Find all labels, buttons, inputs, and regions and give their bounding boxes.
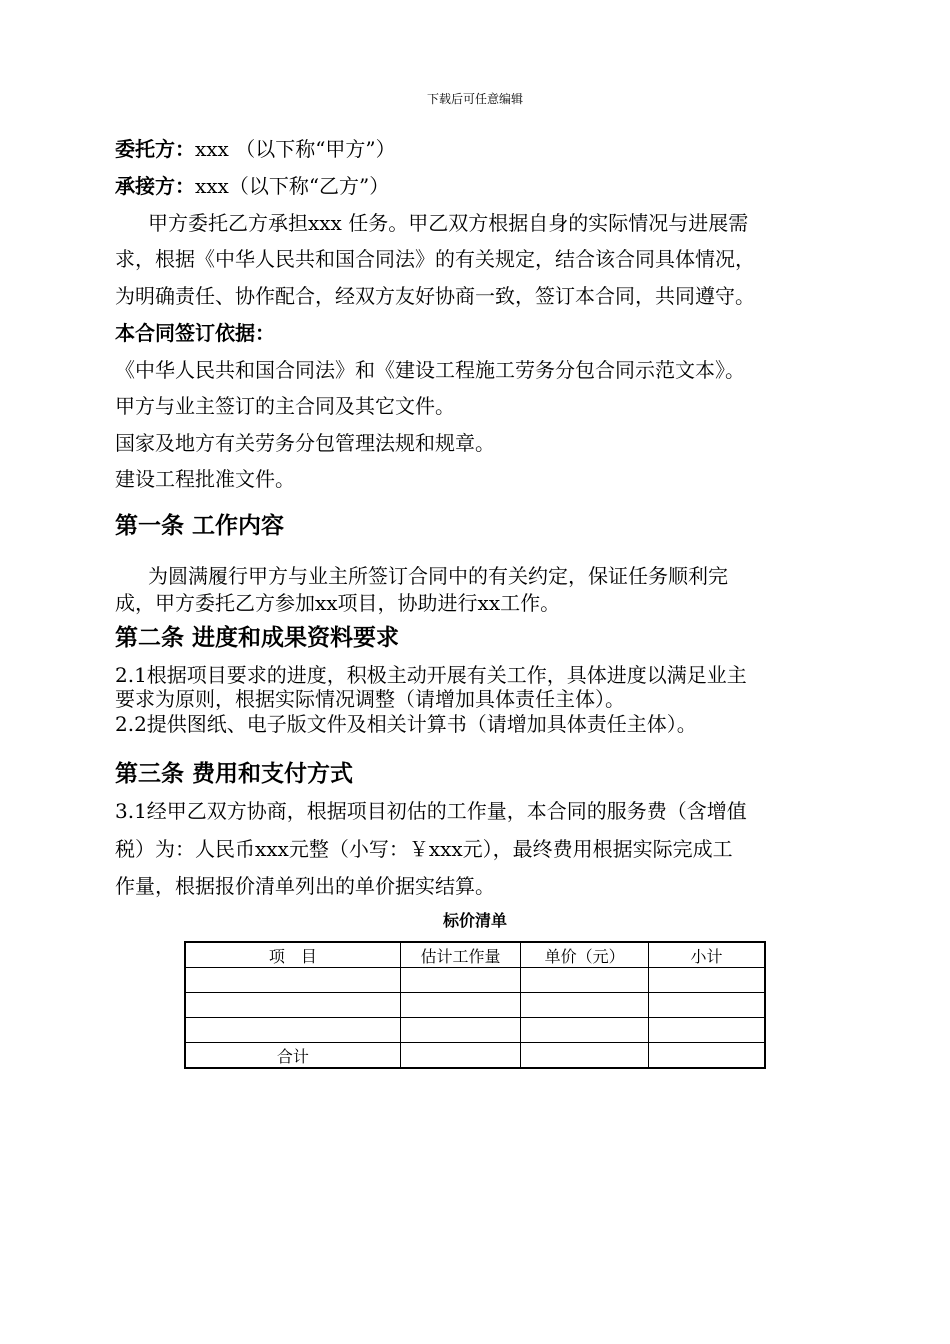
basis-item: 国家及地方有关劳务分包管理法规和规章。 xyxy=(115,431,495,455)
client-label: 委托方： xyxy=(115,137,195,161)
table-cell[interactable] xyxy=(400,1043,521,1069)
table-cell[interactable] xyxy=(648,1018,765,1043)
table-header-row xyxy=(185,942,765,968)
article2-line: 2.1根据项目要求的进度，积极主动开展有关工作，具体进度以满足业主 xyxy=(115,663,747,687)
total-label: 合计 xyxy=(185,1043,400,1069)
contractor-value: xxx（以下称“乙方”） xyxy=(195,174,390,198)
table-cell[interactable] xyxy=(521,993,649,1018)
table-cell[interactable] xyxy=(521,968,649,993)
column-header-item: 项 目 xyxy=(185,942,400,968)
contractor-line xyxy=(115,173,389,199)
intro-line: 为明确责任、协作配合，经双方友好协商一致，签订本合同，共同遵守。 xyxy=(115,284,755,308)
article2-line: 要求为原则，根据实际情况调整（请增加具体责任主体）。 xyxy=(115,687,625,711)
contractor-label: 承接方： xyxy=(115,174,195,198)
table-cell[interactable] xyxy=(185,968,400,993)
table-cell[interactable] xyxy=(400,1018,521,1043)
column-header-subtotal: 小计 xyxy=(648,942,765,968)
table-cell[interactable] xyxy=(185,1018,400,1043)
table-row xyxy=(185,1018,765,1043)
basis-title: 本合同签订依据： xyxy=(115,321,275,345)
table-row xyxy=(185,968,765,993)
table-cell[interactable] xyxy=(521,1018,649,1043)
table-cell[interactable] xyxy=(648,1043,765,1069)
article3-title: 第三条 费用和支付方式 xyxy=(115,761,354,787)
article1-line: 为圆满履行甲方与业主所签订合同中的有关约定，保证任务顺利完 xyxy=(148,564,728,588)
basis-item: 建设工程批准文件。 xyxy=(115,467,295,491)
price-table xyxy=(184,941,766,1069)
article2-title: 第二条 进度和成果资料要求 xyxy=(115,625,400,651)
table-cell[interactable] xyxy=(521,1043,649,1069)
table-cell[interactable] xyxy=(400,968,521,993)
table-cell[interactable] xyxy=(648,968,765,993)
column-header-unit-price: 单价（元） xyxy=(521,942,649,968)
intro-line: 求，根据《中华人民共和国合同法》的有关规定，结合该合同具体情况， xyxy=(115,247,755,271)
article3-line: 税）为：人民币xxx元整（小写：￥xxx元），最终费用根据实际完成工 xyxy=(115,837,733,861)
table-row xyxy=(185,993,765,1018)
table-cell[interactable] xyxy=(648,993,765,1018)
table-cell[interactable] xyxy=(185,993,400,1018)
total-row xyxy=(185,1043,765,1069)
table-cell[interactable] xyxy=(400,993,521,1018)
basis-item: 甲方与业主签订的主合同及其它文件。 xyxy=(115,394,455,418)
client-value: xxx （以下称“甲方”） xyxy=(195,137,396,161)
article2-line: 2.2提供图纸、电子版文件及相关计算书（请增加具体责任主体）。 xyxy=(115,712,697,736)
intro-line: 甲方委托乙方承担xxx 任务。甲乙双方根据自身的实际情况与进展需 xyxy=(148,211,749,235)
client-line xyxy=(115,136,396,162)
header-note: 下载后可任意编辑 xyxy=(426,92,523,106)
article1-line: 成，甲方委托乙方参加xx项目，协助进行xx工作。 xyxy=(115,591,561,615)
article3-line: 3.1经甲乙双方协商，根据项目初估的工作量，本合同的服务费（含增值 xyxy=(115,799,747,823)
column-header-quantity: 估计工作量 xyxy=(400,942,521,968)
article1-title: 第一条 工作内容 xyxy=(115,513,285,539)
price-table-title: 标价清单 xyxy=(442,911,507,930)
article3-line: 作量，根据报价清单列出的单价据实结算。 xyxy=(115,874,495,898)
basis-item: 《中华人民共和国合同法》和《建设工程施工劳务分包合同示范文本》。 xyxy=(115,358,745,382)
